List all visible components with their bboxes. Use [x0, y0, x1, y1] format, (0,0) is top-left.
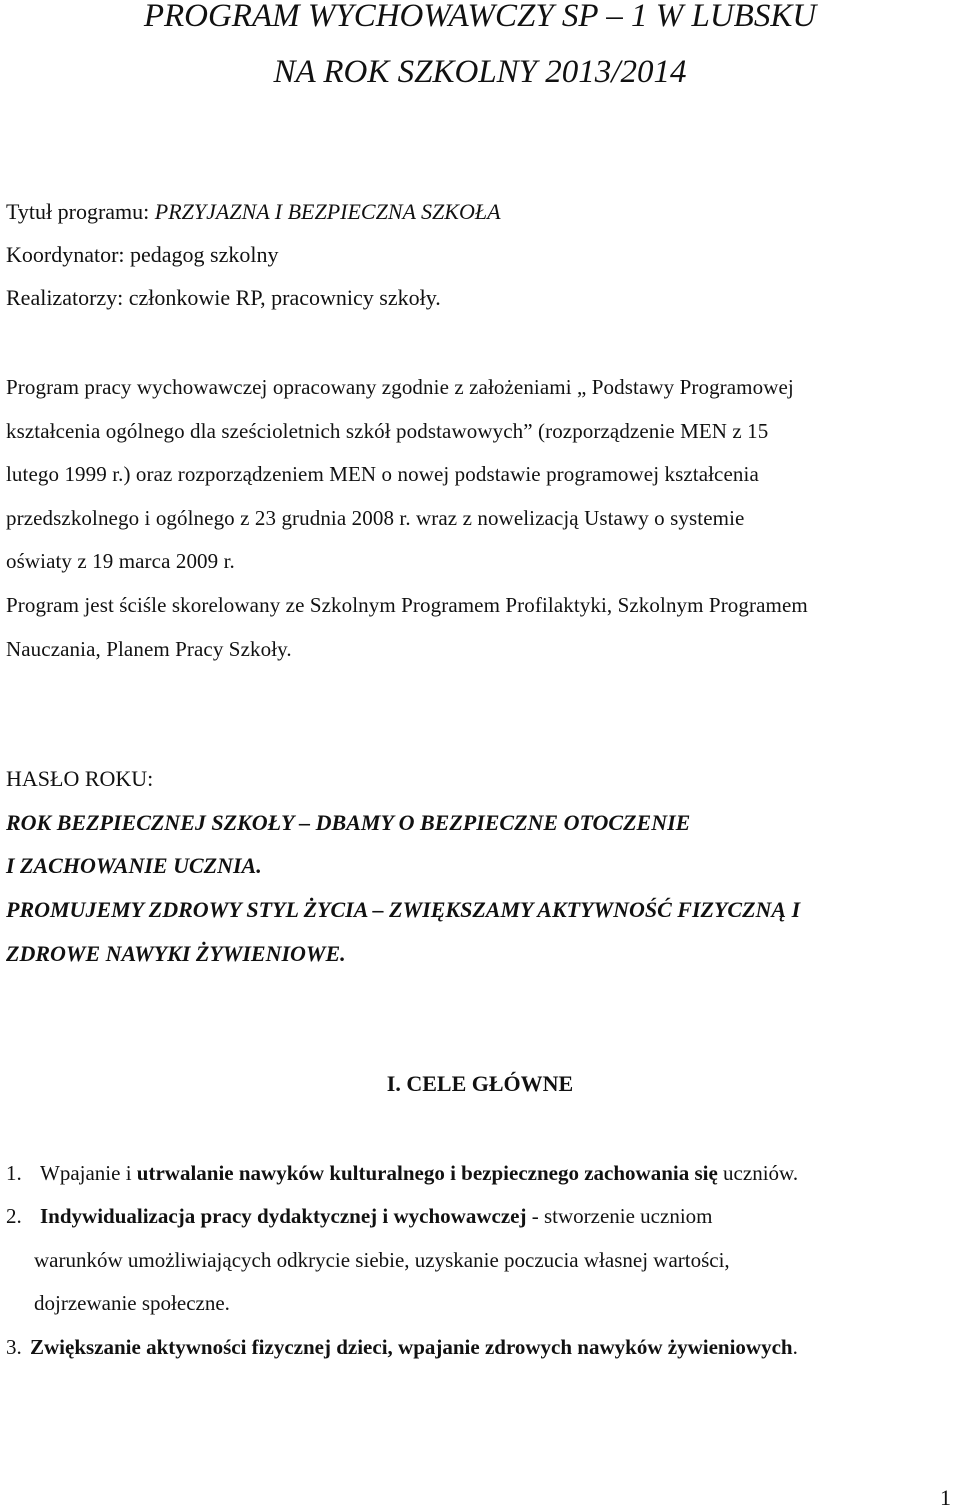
program-title-value: PRZYJAZNA I BEZPIECZNA SZKOŁA — [154, 199, 501, 224]
implementers-line: Realizatorzy: członkowie RP, pracownicy szkoły. — [6, 285, 441, 310]
motto-line: PROMUJEMY ZDROWY STYL ŻYCIA – ZWIĘKSZAMY AKTYWNOŚĆ FIZYCZNĄ I — [6, 897, 801, 922]
goal-item-3 — [30, 1333, 798, 1361]
goal-number: 1. — [6, 1161, 22, 1185]
program-title-label: Tytuł programu: — [6, 199, 150, 224]
motto-heading: HASŁO ROKU: — [6, 766, 154, 791]
motto-line: ZDROWE NAWYKI ŻYWIENIOWE. — [6, 941, 346, 966]
goals-heading: I. CELE GŁÓWNE — [386, 1071, 574, 1096]
goal-text: uczniów. — [717, 1161, 799, 1185]
goal-bold-text: utrwalanie nawyków kulturalnego i bezpiecznego zachowania się — [136, 1161, 718, 1185]
intro-line: Program jest ściśle skorelowany ze Szkolnym Programem Profilaktyki, Szkolnym Programem — [6, 593, 808, 617]
goal-text: . — [792, 1335, 798, 1359]
motto-line: I ZACHOWANIE UCZNIA. — [6, 853, 262, 878]
document-title-line-1: PROGRAM WYCHOWAWCZY SP – 1 W LUBSKU — [143, 0, 817, 34]
goal-number: 2. — [6, 1204, 22, 1228]
page-number: 1 — [940, 1485, 951, 1510]
motto-line: ROK BEZPIECZNEJ SZKOŁY – DBAMY O BEZPIECZNE OTOCZENIE — [6, 810, 691, 835]
goal-item-2-continuation: warunków umożliwiających odkrycie siebie, uzyskanie poczucia własnej wartości, — [34, 1248, 730, 1272]
intro-line: oświaty z 19 marca 2009 r. — [6, 549, 235, 573]
goal-bold-text: Indywidualizacja pracy dydaktycznej i wychowawczej — [40, 1204, 527, 1228]
intro-line: lutego 1999 r.) oraz rozporządzeniem MEN o nowej podstawie programowej kształcenia — [6, 462, 759, 486]
goal-bold-text: Zwiększanie aktywności fizycznej dzieci, wpajanie zdrowych nawyków żywieniowych — [30, 1335, 793, 1359]
goal-number: 3. — [6, 1335, 22, 1359]
goal-text: Wpajanie i — [40, 1161, 137, 1185]
goal-item-2 — [40, 1202, 713, 1230]
document-title-line-2: NA ROK SZKOLNY 2013/2014 — [273, 54, 687, 90]
program-title-line — [6, 198, 501, 226]
intro-line: kształcenia ogólnego dla sześcioletnich szkół podstawowych” (rozporządzenie MEN z 15 — [6, 419, 769, 443]
coordinator-line: Koordynator: pedagog szkolny — [6, 242, 279, 267]
goal-item-1 — [40, 1159, 798, 1187]
intro-line: Nauczania, Planem Pracy Szkoły. — [6, 637, 292, 661]
intro-line: przedszkolnego i ogólnego z 23 grudnia 2008 r. wraz z nowelizacją Ustawy o systemie — [6, 506, 745, 530]
goal-item-2-continuation: dojrzewanie społeczne. — [34, 1291, 230, 1315]
intro-line: Program pracy wychowawczej opracowany zgodnie z założeniami „ Podstawy Programowej — [6, 375, 794, 399]
goal-text: - stworzenie uczniom — [526, 1204, 713, 1228]
